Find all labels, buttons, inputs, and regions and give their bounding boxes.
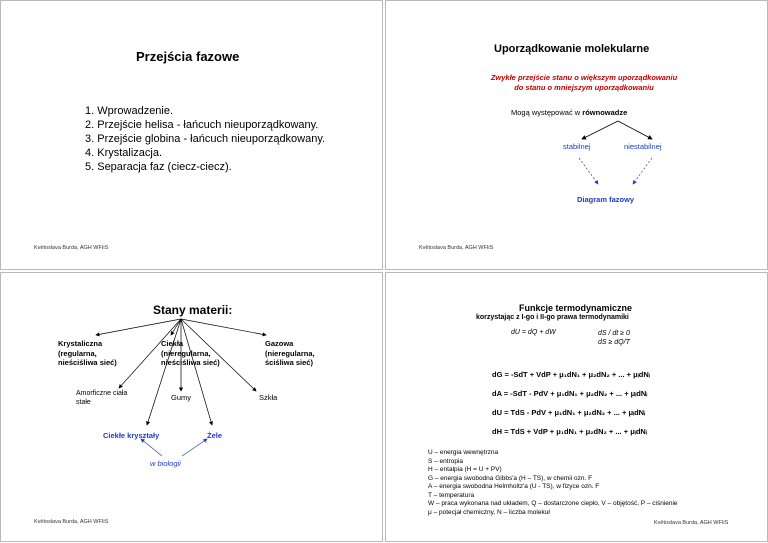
- subtitle-line: do stanu o mniejszym uporządkowaniu: [514, 83, 654, 92]
- state-line: Gazowa: [265, 339, 294, 348]
- slide-molecular-order: [385, 0, 768, 270]
- liquid-state: [161, 339, 220, 368]
- state-line: (regularna,: [58, 348, 97, 358]
- law-line: dS ≥ dQ/T: [598, 339, 630, 346]
- gums-label: Gumy: [171, 393, 192, 402]
- legend-line: G – energia swobodna Gibbs'a (H – TS), w chemii ozn. F: [428, 474, 593, 482]
- slide-phase-transitions: [0, 0, 383, 270]
- legend-line: W – praca wykonana nad układem, Q – dostarczone ciepło, V – objętość, P – ciśnienie: [428, 500, 678, 507]
- gels-label: Żele: [207, 431, 223, 440]
- list-item: 1. Wprowadzenie.: [85, 105, 174, 117]
- slide-title: Przejścia fazowe: [136, 49, 240, 64]
- state-line: ściśliwa sieć): [265, 358, 313, 367]
- topic-list: [85, 104, 325, 174]
- slide-thermodynamic-functions: [385, 272, 768, 542]
- unstable-label: niestabilnej: [624, 142, 662, 151]
- slide-footer: Květoslava Burda, AGH WFIiS: [654, 520, 729, 526]
- legend-line: μ – potecjał chemiczny, N – liczba molekuł: [428, 508, 550, 516]
- glasses-label: Szkła: [259, 393, 278, 402]
- state-line: (nieregularna,: [161, 348, 211, 358]
- biology-label: w biologii: [150, 459, 181, 468]
- slide-footer: Květoslava Burda, AGH WFIiS: [419, 245, 494, 251]
- stable-label: stabilnej: [563, 142, 591, 151]
- symbol-legend: [428, 449, 678, 517]
- slide-states-of-matter: [0, 272, 383, 542]
- legend-line: T – temperatura: [428, 491, 475, 499]
- slide-title: Uporządkowanie molekularne: [494, 43, 650, 55]
- slide-footer: Květoslava Burda, AGH WFIiS: [34, 519, 109, 525]
- state-line: nieściśliwa sieć): [58, 358, 117, 367]
- statement-text: Mogą występować w: [511, 108, 583, 117]
- subtitle: korzystając z I-go i II-go prawa termodynamiki: [476, 314, 629, 321]
- state-line: Ciekła: [161, 339, 184, 348]
- subtitle-line: Zwykłe przejście stanu o większym uporządkowaniu: [490, 73, 678, 82]
- state-line: nieściśliwa sieć): [161, 358, 220, 367]
- state-line: (nieregularna,: [265, 348, 315, 358]
- internal-energy-equation: dU = TdS - PdV + μ₁dN₁ + μ₂dN₂ + ... + μᵢdNᵢ: [492, 408, 646, 417]
- second-law: [598, 329, 630, 347]
- list-item: 4. Krystalizacja.: [85, 147, 163, 159]
- equilibrium-statement: [511, 108, 627, 117]
- legend-line: H – entalpia (H = U + PV): [428, 466, 502, 473]
- list-item: 2. Przejście helisa - łańcuch nieuporządkowany.: [85, 119, 319, 131]
- enthalpy-equation: dH = TdS + VdP + μ₁dN₁ + μ₂dN₂ + ... + μᵢdNᵢ: [492, 427, 647, 436]
- gibbs-equation: dG = -SdT + VdP + μ₁dN₁ + μ₂dN₂ + ... + μᵢdNᵢ: [492, 370, 650, 379]
- slide-title: Funkcje termodynamiczne: [519, 303, 633, 313]
- slide-footer: Květoslava Burda, AGH WFIiS: [34, 245, 109, 251]
- list-item: 3. Przejście globina - łańcuch nieuporządkowany.: [85, 133, 326, 145]
- legend-line: U – energia wewnętrzna: [428, 449, 499, 456]
- statement-bold: równowadze: [582, 108, 628, 117]
- gas-state: [265, 339, 315, 368]
- state-line: Krystaliczna: [58, 339, 103, 348]
- first-law: dU = dQ + dW: [511, 329, 556, 336]
- phase-diagram-label: Diagram fazowy: [577, 195, 635, 204]
- slide-title: Stany materii:: [153, 303, 233, 317]
- helmholtz-equation: dA = -SdT - PdV + μ₁dN₁ + μ₂dN₂ + ... + μᵢdNᵢ: [492, 389, 648, 398]
- crystalline-state: [58, 339, 117, 368]
- liquid-crystals-label: Ciekłe kryształy: [103, 431, 160, 440]
- legend-line: S – entropia: [428, 457, 464, 465]
- state-line: stałe: [76, 399, 91, 406]
- equilibrium-diagram-lines: [386, 1, 768, 271]
- subtitle: [474, 73, 694, 93]
- law-line: dS / dt ≥ 0: [598, 330, 630, 337]
- legend-line: A – energia swobodna Helmholtz'a (U - TS), w fizyce ozn. F: [428, 483, 600, 490]
- amorphous-solids: [76, 389, 127, 407]
- state-line: Amorficzne ciała: [76, 390, 128, 397]
- list-item: 5. Separacja faz (ciecz-ciecz).: [85, 161, 232, 173]
